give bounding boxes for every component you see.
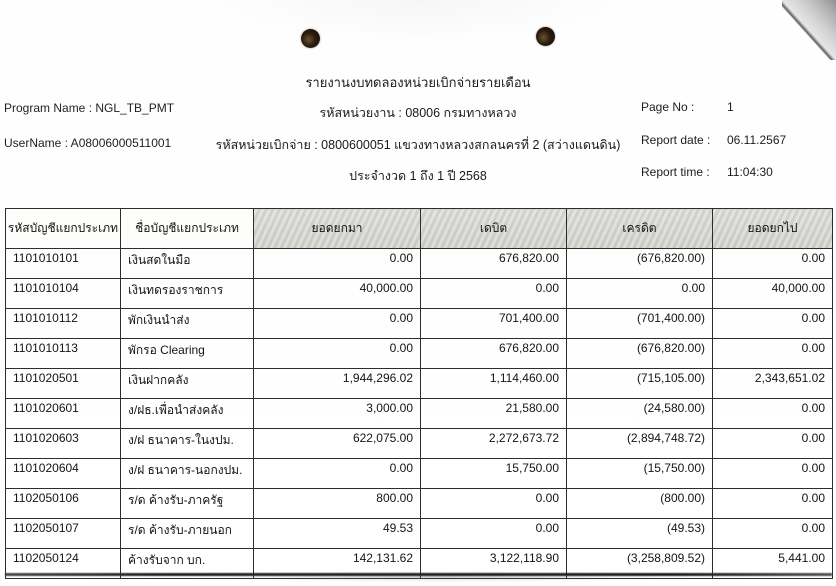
- cell-account-code: 1101010104: [6, 279, 121, 309]
- cell-balance-brought-forward: 0.00: [254, 249, 421, 279]
- cell-balance-brought-forward: 800.00: [254, 489, 421, 519]
- cell-debit: 701,400.00: [421, 309, 567, 339]
- cell-balance-carried-forward: 0.00: [713, 459, 833, 489]
- cell-account-code: 1101020603: [6, 429, 121, 459]
- table-row: [6, 369, 833, 399]
- cell-credit: (15,750.00): [567, 459, 713, 489]
- cell-account-code: 1101020601: [6, 399, 121, 429]
- table-row: [6, 399, 833, 429]
- page-corner-fold: [782, 0, 836, 60]
- cell-debit: 1,114,460.00: [421, 369, 567, 399]
- cell-credit: (676,820.00): [567, 339, 713, 369]
- cell-debit: 0.00: [421, 519, 567, 549]
- cell-debit: 21,580.00: [421, 399, 567, 429]
- header-balance-brought-forward: ยอดยกมา: [254, 209, 421, 249]
- cell-account-name: ร/ด ค้างรับ-ภายนอก: [121, 519, 254, 549]
- cell-account-name: ร/ด ค้างรับ-ภาครัฐ: [121, 489, 254, 519]
- cell-balance-brought-forward: 0.00: [254, 459, 421, 489]
- cell-account-code: 1101010101: [6, 249, 121, 279]
- cell-account-code: 1102050107: [6, 519, 121, 549]
- cell-balance-carried-forward: 0.00: [713, 399, 833, 429]
- cell-credit: (800.00): [567, 489, 713, 519]
- disburse-unit-line: รหัสหน่วยเบิกจ่าย : 0800600051 แขวงทางหลวงสกลนครที่ 2 (สว่างแดนดิน): [215, 138, 621, 152]
- cell-balance-brought-forward: 1,944,296.02: [254, 369, 421, 399]
- table-row: [6, 309, 833, 339]
- table-row: [6, 489, 833, 519]
- cell-account-code: 1101010113: [6, 339, 121, 369]
- table-row: [6, 519, 833, 549]
- cell-balance-brought-forward: 142,131.62: [254, 549, 421, 579]
- cell-debit: 3,122,118.90: [421, 549, 567, 579]
- scan-bottom-smudge: [140, 574, 740, 582]
- cell-balance-brought-forward: 0.00: [254, 309, 421, 339]
- cell-account-code: 1101020501: [6, 369, 121, 399]
- punch-hole-left-icon: [301, 29, 320, 48]
- cell-credit: (715,105.00): [567, 369, 713, 399]
- cell-debit: 676,820.00: [421, 339, 567, 369]
- header-balance-carried-forward: ยอดยกไป: [713, 209, 833, 249]
- report-date-value: 06.11.2567: [727, 133, 787, 147]
- cell-balance-carried-forward: 40,000.00: [713, 279, 833, 309]
- cell-debit: 676,820.00: [421, 249, 567, 279]
- header-account-name: ชื่อบัญชีแยกประเภท: [121, 209, 254, 249]
- cell-balance-carried-forward: 0.00: [713, 519, 833, 549]
- cell-debit: 2,272,673.72: [421, 429, 567, 459]
- cell-debit: 0.00: [421, 279, 567, 309]
- cell-account-code: 1102050124: [6, 549, 121, 579]
- trial-balance-table-wrap: [5, 208, 832, 579]
- user-name: UserName : A08006000511001: [4, 136, 172, 150]
- cell-balance-brought-forward: 49.53: [254, 519, 421, 549]
- table-row: [6, 429, 833, 459]
- agency-code-line: รหัสหน่วยงาน : 08006 กรมทางหลวง: [319, 106, 517, 120]
- period-line: ประจำงวด 1 ถึง 1 ปี 2568: [349, 169, 487, 183]
- cell-account-name: เงินทดรองราชการ: [121, 279, 254, 309]
- header-account-code: รหัสบัญชีแยกประเภท: [6, 209, 121, 249]
- punch-hole-right-icon: [536, 27, 555, 46]
- cell-credit: 0.00: [567, 279, 713, 309]
- cell-balance-carried-forward: 2,343,651.02: [713, 369, 833, 399]
- cell-balance-carried-forward: 5,441.00: [713, 549, 833, 579]
- cell-account-name: พักเงินนำส่ง: [121, 309, 254, 339]
- header-debit: เดบิต: [421, 209, 567, 249]
- cell-account-name: เงินฝากคลัง: [121, 369, 254, 399]
- cell-account-name: ง/ฝ ธนาคาร-ในงปม.: [121, 429, 254, 459]
- table-row: [6, 459, 833, 489]
- cell-balance-brought-forward: 0.00: [254, 339, 421, 369]
- table-row: [6, 279, 833, 309]
- report-date-label: Report date :: [641, 133, 711, 147]
- cell-debit: 15,750.00: [421, 459, 567, 489]
- cell-debit: 0.00: [421, 489, 567, 519]
- cell-balance-brought-forward: 3,000.00: [254, 399, 421, 429]
- cell-account-code: 1101020604: [6, 459, 121, 489]
- table-header-row: [6, 209, 833, 249]
- cell-balance-brought-forward: 40,000.00: [254, 279, 421, 309]
- cell-balance-carried-forward: 0.00: [713, 429, 833, 459]
- cell-balance-carried-forward: 0.00: [713, 249, 833, 279]
- report-time-label: Report time :: [641, 165, 710, 179]
- cell-account-name: เงินสดในมือ: [121, 249, 254, 279]
- table-row: [6, 339, 833, 369]
- report-time-value: 11:04:30: [727, 165, 773, 179]
- cell-balance-carried-forward: 0.00: [713, 309, 833, 339]
- table-row: [6, 249, 833, 279]
- cell-account-name: พักรอ Clearing: [121, 339, 254, 369]
- cell-credit: (3,258,809.52): [567, 549, 713, 579]
- page-no-value: 1: [727, 100, 734, 114]
- table-body: [6, 249, 833, 579]
- page-no-label: Page No :: [641, 100, 695, 114]
- header-credit: เครดิต: [567, 209, 713, 249]
- cell-account-name: ค้างรับจาก บก.: [121, 549, 254, 579]
- cell-credit: (701,400.00): [567, 309, 713, 339]
- cell-account-code: 1101010112: [6, 309, 121, 339]
- cell-credit: (676,820.00): [567, 249, 713, 279]
- trial-balance-table: [5, 208, 833, 579]
- cell-account-code: 1102050106: [6, 489, 121, 519]
- cell-credit: (2,894,748.72): [567, 429, 713, 459]
- cell-balance-carried-forward: 0.00: [713, 339, 833, 369]
- cell-account-name: ง/ฝธ.เพื่อนำส่งคลัง: [121, 399, 254, 429]
- cell-credit: (24,580.00): [567, 399, 713, 429]
- cell-balance-carried-forward: 0.00: [713, 489, 833, 519]
- cell-balance-brought-forward: 622,075.00: [254, 429, 421, 459]
- cell-credit: (49.53): [567, 519, 713, 549]
- cell-account-name: ง/ฝ ธนาคาร-นอกงปม.: [121, 459, 254, 489]
- report-title: รายงานงบทดลองหน่วยเบิกจ่ายรายเดือน: [305, 75, 531, 90]
- program-name: Program Name : NGL_TB_PMT: [4, 101, 175, 115]
